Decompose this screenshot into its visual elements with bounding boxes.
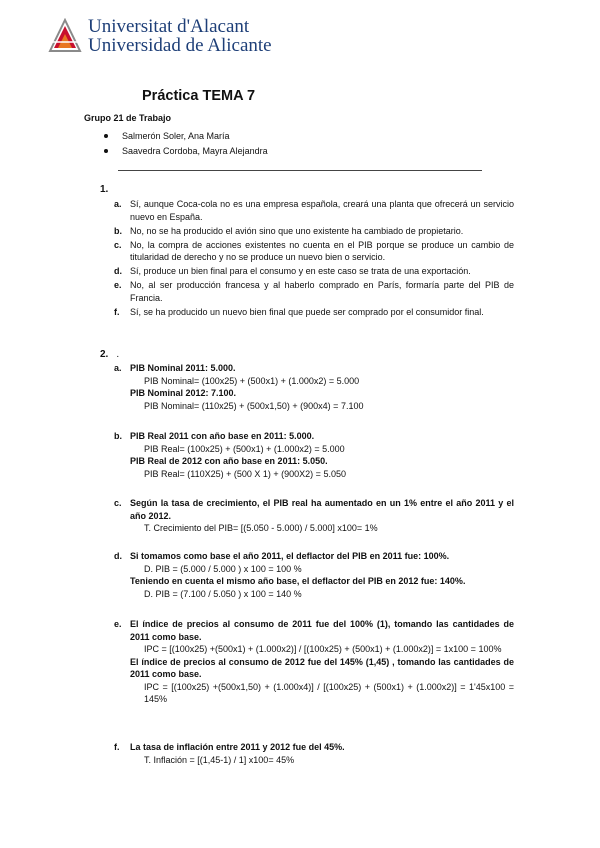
answer-2b-line2: PIB Real= (100x25) + (500x1) + (1.000x2) = 5.000 [144,443,345,454]
answer-2a-line4: PIB Nominal= (110x25) + (500x1,50) + (900x4) = 7.100 [144,400,364,411]
answer-2b-letter: b. [114,431,122,441]
answer-2f-line1: La tasa de inflación entre 2011 y 2012 fue del 45%. [130,742,345,752]
answer-item [114,239,514,264]
answer-2b-line3: PIB Real de 2012 con año base en 2011: 5.050. [130,456,328,466]
question-1-answers [114,198,514,320]
answer-2d [130,550,514,600]
answer-letter: a. [114,199,122,209]
answer-2c-line1: Según la tasa de crecimiento, el PIB real ha aumentado en un 1% entre el año 2011 y el año 2012. [130,498,514,521]
university-name-valencian: Universitat d'Alacant [88,16,250,37]
member-list [104,129,268,158]
answer-text: Sí, aunque Coca-cola no es una empresa española, creará una planta que ofrecerá un servicio nuevo en España. [130,199,514,222]
answer-text: No, no se ha producido el avión sino que uno existente ha cambiado de propietario. [130,225,464,236]
answer-2c [130,497,514,535]
answer-2d-line2: D. PIB = (5.000 / 5.000 ) x 100 = 100 % [144,563,302,574]
answer-letter: f. [114,306,120,317]
answer-2e-line1: El índice de precios al consumo de 2011 fue del 100% (1), tomando las cantidades de 2011 como base. [130,619,514,642]
answer-2d-line4: D. PIB = (7.100 / 5.050 ) x 100 = 140 % [144,588,302,599]
answer-2a-letter: a. [114,363,122,373]
answer-2a [130,362,514,412]
university-logo-icon [48,18,82,52]
question-2-label: 2. [100,349,109,360]
answer-2b-line4: PIB Real= (110X25) + (500 X 1) + (900X2) = 5.050 [144,468,346,479]
answer-2a-line1: PIB Nominal 2011: 5.000. [130,363,236,373]
answer-2e-line2: IPC = [(100x25) +(500x1) + (1.000x2)] / [(100x25) + (500x1) + (1.000x2)] = 1x100 = 100% [144,644,502,654]
answer-2e-line4: IPC = [(100x25) +(500x1,50) + (1.000x4)] / [(100x25) + (500x1) + (1.000x2)] = 1'45x100 = 145% [144,681,514,704]
answer-2f-line2: T. Inflación = [(1,45-1) / 1] x100= 45% [144,754,295,765]
question-2-number [100,349,119,360]
answer-2e-letter: e. [114,619,122,629]
answer-2b-line1: PIB Real 2011 con año base en 2011: 5.000. [130,431,315,441]
answer-2f-letter: f. [114,742,120,752]
answer-item [114,225,514,238]
answer-letter: b. [114,225,122,236]
answer-2e [130,618,514,706]
answer-text: Sí, se ha producido un nuevo bien final que puede ser comprado por el consumidor final. [130,306,484,317]
answer-2c-letter: c. [114,498,122,508]
answer-item [114,198,514,223]
answer-2e-line3: El índice de precios al consumo de 2012 fue del 145% (1,45) , tomando las cantidades de 2011 como base. [130,656,514,679]
group-label: Grupo 21 de Trabajo [84,113,172,123]
question-1-number: 1. [100,184,109,195]
answer-letter: e. [114,280,122,290]
answer-item [114,306,514,319]
answer-2f [130,741,514,766]
question-2-suffix: . [116,349,120,360]
answer-2a-line2: PIB Nominal= (100x25) + (500x1) + (1.000x2) = 5.000 [144,375,360,386]
answer-text: No, la compra de acciones existentes no cuenta en el PIB porque se produce un cambio de titularidad de derecho y no se produce un nuevo bien o servicio. [130,239,514,262]
university-name-spanish: Universidad de Alicante [88,35,272,56]
answer-text: Sí, produce un bien final para el consumo y en este caso se trata de una exportación. [130,266,471,276]
answer-2c-line2: T. Crecimiento del PIB= [(5.050 - 5.000) / 5.000] x100= 1% [144,523,378,533]
page-title: Práctica TEMA 7 [142,88,256,104]
answer-item [114,265,514,278]
answer-2b [130,430,514,480]
answer-item [114,279,514,304]
divider [118,170,482,171]
answer-2d-letter: d. [114,551,122,561]
answer-letter: d. [114,266,122,276]
answer-2d-line1: Si tomamos como base el año 2011, el deflactor del PIB en 2011 fue: 100%. [130,551,450,561]
answer-2d-line3: Teniendo en cuenta el mismo año base, el deflactor del PIB en 2012 fue: 140%. [130,576,466,586]
answer-letter: c. [114,239,122,250]
member-item: Salmerón Soler, Ana María [104,129,268,144]
answer-text: No, al ser producción francesa y al haberlo comprado en París, formaría parte del PIB de Francia. [130,280,514,303]
member-item: Saavedra Cordoba, Mayra Alejandra [104,144,268,159]
answer-2a-line3: PIB Nominal 2012: 7.100. [130,388,237,398]
